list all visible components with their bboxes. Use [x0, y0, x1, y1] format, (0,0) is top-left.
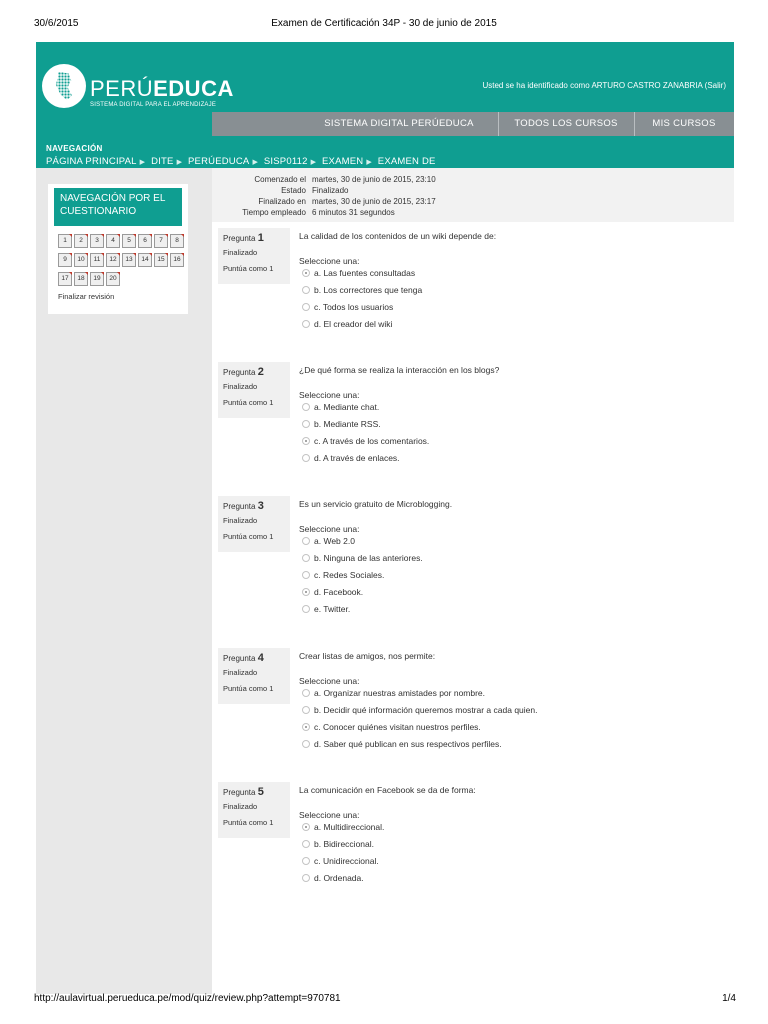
- question-number-value: 4: [257, 652, 264, 664]
- radio-button-icon[interactable]: [302, 857, 310, 865]
- question-number: [223, 366, 264, 378]
- site-header: [36, 42, 734, 168]
- question-number-value: 3: [257, 500, 264, 512]
- summary-key: Comenzado el: [254, 175, 306, 184]
- question-label: Pregunta: [223, 368, 256, 377]
- breadcrumb-exam[interactable]: EXAMEN: [322, 156, 364, 167]
- quiz-nav-button[interactable]: 13: [122, 253, 136, 267]
- answer-option-label: b. Mediante RSS.: [314, 419, 381, 429]
- question-text: Es un servicio gratuito de Microblogging.: [299, 499, 453, 509]
- nav-todos-los-cursos[interactable]: TODOS LOS CURSOS: [514, 118, 618, 129]
- breadcrumb-exam-current[interactable]: EXAMEN DE: [377, 156, 436, 167]
- answer-option-label: c. A través de los comentarios.: [314, 436, 430, 446]
- radio-button-icon[interactable]: [302, 823, 310, 831]
- summary-value: martes, 30 de junio de 2015, 23:10: [312, 175, 436, 184]
- breadcrumb-course[interactable]: SISP0112: [263, 156, 308, 167]
- site-frame: [36, 42, 734, 994]
- question-text: ¿De qué forma se realiza la interacción en los blogs?: [299, 365, 500, 375]
- summary-value: 6 minutos 31 segundos: [312, 208, 395, 217]
- summary-row: [212, 196, 734, 207]
- quiz-nav-button[interactable]: 15: [154, 253, 168, 267]
- question-grade: Puntúa como 1: [223, 398, 274, 407]
- question-text: Crear listas de amigos, nos permite:: [299, 651, 436, 661]
- quiz-navigation-block: [48, 184, 188, 314]
- radio-button-icon[interactable]: [302, 537, 310, 545]
- print-url: http://aulavirtual.perueduca.pe/mod/quiz/review.php?attempt=970781: [34, 993, 341, 1004]
- logo-wordmark-light: PERÚ: [90, 76, 154, 101]
- question-grade: Puntúa como 1: [223, 532, 274, 541]
- question-number-value: 2: [257, 366, 264, 378]
- question-prompt: Seleccione una:: [299, 810, 360, 820]
- answer-option-label: b. Ninguna de las anteriores.: [314, 553, 423, 563]
- question-state: Finalizado: [223, 382, 258, 391]
- quiz-nav-button[interactable]: 20: [106, 272, 120, 286]
- logo-wordmark[interactable]: [90, 76, 234, 102]
- quiz-navigation-title: NAVEGACIÓN POR EL CUESTIONARIO: [54, 188, 182, 226]
- breadcrumb-home[interactable]: PÁGINA PRINCIPAL: [46, 156, 137, 167]
- question-number-value: 1: [257, 232, 264, 244]
- quiz-nav-button[interactable]: 14: [138, 253, 152, 267]
- radio-button-icon[interactable]: [302, 269, 310, 277]
- logo-tagline: SISTEMA DIGITAL PARA EL APRENDIZAJE: [90, 102, 217, 108]
- question-number: [223, 232, 264, 244]
- logo-wordmark-bold: EDUCA: [153, 76, 234, 101]
- radio-button-icon[interactable]: [302, 874, 310, 882]
- breadcrumb-dite[interactable]: DITE: [151, 156, 174, 167]
- question-grade: Puntúa como 1: [223, 684, 274, 693]
- question-label: Pregunta: [223, 234, 256, 243]
- answer-option-label: c. Redes Sociales.: [314, 570, 385, 580]
- summary-value: Finalizado: [312, 186, 349, 195]
- answer-option-label: c. Conocer quiénes visitan nuestros perfiles.: [314, 722, 481, 732]
- answer-option-label: a. Las fuentes consultadas: [314, 268, 416, 278]
- question-prompt: Seleccione una:: [299, 676, 360, 686]
- answer-option-label: b. Decidir qué información queremos mostrar a cada quien.: [314, 705, 538, 715]
- question-grade: Puntúa como 1: [223, 818, 274, 827]
- quiz-nav-button[interactable]: 19: [90, 272, 104, 286]
- user-login-text: Usted se ha identificado como ARTURO CASTRO ZANABRIA: [482, 81, 703, 90]
- breadcrumb-separator-icon: ▶: [176, 159, 183, 166]
- logout-link[interactable]: (Salir): [704, 81, 726, 90]
- question-prompt: Seleccione una:: [299, 256, 360, 266]
- quiz-nav-button[interactable]: 4: [106, 234, 120, 248]
- breadcrumb-separator-icon: ▶: [252, 159, 259, 166]
- question-state: Finalizado: [223, 802, 258, 811]
- radio-button-icon[interactable]: [302, 286, 310, 294]
- quiz-nav-button[interactable]: 3: [90, 234, 104, 248]
- question-info: [218, 648, 290, 704]
- attempt-summary: [212, 168, 734, 222]
- nav-sistema-digital[interactable]: SISTEMA DIGITAL PERÚEDUCA: [324, 118, 474, 129]
- answer-option-label: a. Web 2.0: [314, 536, 355, 546]
- quiz-nav-button[interactable]: 2: [74, 234, 88, 248]
- question-info: [218, 782, 290, 838]
- radio-button-icon[interactable]: [302, 689, 310, 697]
- radio-button-icon[interactable]: [302, 571, 310, 579]
- question-state: Finalizado: [223, 668, 258, 677]
- summary-row: [212, 174, 734, 185]
- radio-button-icon[interactable]: [302, 420, 310, 428]
- quiz-nav-button[interactable]: 6: [138, 234, 152, 248]
- question-state: Finalizado: [223, 248, 258, 257]
- answer-option-label: e. Twitter.: [314, 604, 351, 614]
- answer-option-label: d. A través de enlaces.: [314, 453, 400, 463]
- answer-option-label: d. Ordenada.: [314, 873, 364, 883]
- question-label: Pregunta: [223, 788, 256, 797]
- breadcrumb-perueduca[interactable]: PERÚEDUCA: [188, 156, 250, 167]
- question-number: [223, 500, 264, 512]
- main-content: [212, 168, 734, 994]
- question-state: Finalizado: [223, 516, 258, 525]
- question-number: [223, 652, 264, 664]
- radio-button-icon[interactable]: [302, 706, 310, 714]
- question-text: La comunicación en Facebook se da de forma:: [299, 785, 476, 795]
- answer-option-label: a. Organizar nuestras amistades por nombre.: [314, 688, 486, 698]
- question-number-value: 5: [257, 786, 264, 798]
- radio-button-icon[interactable]: [302, 454, 310, 462]
- quiz-nav-button[interactable]: 10: [74, 253, 88, 267]
- quiz-nav-button[interactable]: 7: [154, 234, 168, 248]
- top-navigation: [212, 112, 734, 136]
- nav-mis-cursos[interactable]: MIS CURSOS: [652, 118, 716, 129]
- quiz-nav-button[interactable]: 18: [74, 272, 88, 286]
- print-title: Examen de Certificación 34P - 30 de junio de 2015: [271, 18, 497, 29]
- radio-button-icon[interactable]: [302, 554, 310, 562]
- summary-row: [212, 207, 734, 218]
- question-label: Pregunta: [223, 502, 256, 511]
- print-header: [0, 18, 768, 32]
- answer-option-label: d. Facebook.: [314, 587, 364, 597]
- question-info: [218, 496, 290, 552]
- print-page-number: 1/4: [722, 993, 736, 1004]
- radio-button-icon[interactable]: [302, 588, 310, 596]
- quiz-nav-button[interactable]: 8: [170, 234, 184, 248]
- question-info: [218, 362, 290, 418]
- answer-option-label: d. El creador del wiki: [314, 319, 393, 329]
- quiz-nav-button[interactable]: 16: [170, 253, 184, 267]
- print-date: 30/6/2015: [34, 18, 79, 29]
- quiz-nav-button[interactable]: 11: [90, 253, 104, 267]
- breadcrumb: [46, 156, 436, 167]
- breadcrumb-separator-icon: ▶: [366, 159, 372, 166]
- radio-button-icon[interactable]: [302, 403, 310, 411]
- answer-option-label: d. Saber qué publican en sus respectivos perfiles.: [314, 739, 502, 749]
- summary-key: Finalizado en: [258, 197, 306, 206]
- question-text: La calidad de los contenidos de un wiki depende de:: [299, 231, 497, 241]
- summary-value: martes, 30 de junio de 2015, 23:17: [312, 197, 436, 206]
- answer-option-label: b. Bidireccional.: [314, 839, 375, 849]
- radio-button-icon[interactable]: [302, 320, 310, 328]
- quiz-nav-button[interactable]: 5: [122, 234, 136, 248]
- summary-key: Tiempo empleado: [242, 208, 306, 217]
- radio-button-icon[interactable]: [302, 437, 310, 445]
- user-info: [482, 81, 726, 90]
- answer-option-label: a. Multidireccional.: [314, 822, 385, 832]
- breadcrumb-separator-icon: ▶: [310, 159, 317, 166]
- summary-key: Estado: [281, 186, 306, 195]
- question-number: [223, 786, 264, 798]
- finish-review-link[interactable]: Finalizar revisión: [58, 292, 115, 301]
- answer-option-label: c. Todos los usuarios: [314, 302, 394, 312]
- radio-button-icon[interactable]: [302, 605, 310, 613]
- question-label: Pregunta: [223, 654, 256, 663]
- question-grade: Puntúa como 1: [223, 264, 274, 273]
- question-prompt: Seleccione una:: [299, 524, 360, 534]
- radio-button-icon[interactable]: [302, 740, 310, 748]
- answer-option-label: c. Unidireccional.: [314, 856, 379, 866]
- radio-button-icon[interactable]: [302, 303, 310, 311]
- answer-option-label: a. Mediante chat.: [314, 402, 380, 412]
- radio-button-icon[interactable]: [302, 723, 310, 731]
- summary-row: [212, 185, 734, 196]
- question-info: [218, 228, 290, 284]
- quiz-nav-button[interactable]: 12: [106, 253, 120, 267]
- answer-option-label: b. Los correctores que tenga: [314, 285, 423, 295]
- question-prompt: Seleccione una:: [299, 390, 360, 400]
- print-footer: [0, 993, 768, 1007]
- quiz-nav-button[interactable]: 1: [58, 234, 72, 248]
- quiz-nav-button[interactable]: 17: [58, 272, 72, 286]
- quiz-nav-button[interactable]: 9: [58, 253, 72, 267]
- radio-button-icon[interactable]: [302, 840, 310, 848]
- breadcrumb-separator-icon: ▶: [139, 159, 146, 166]
- navigation-label: NAVEGACIÓN: [46, 144, 103, 153]
